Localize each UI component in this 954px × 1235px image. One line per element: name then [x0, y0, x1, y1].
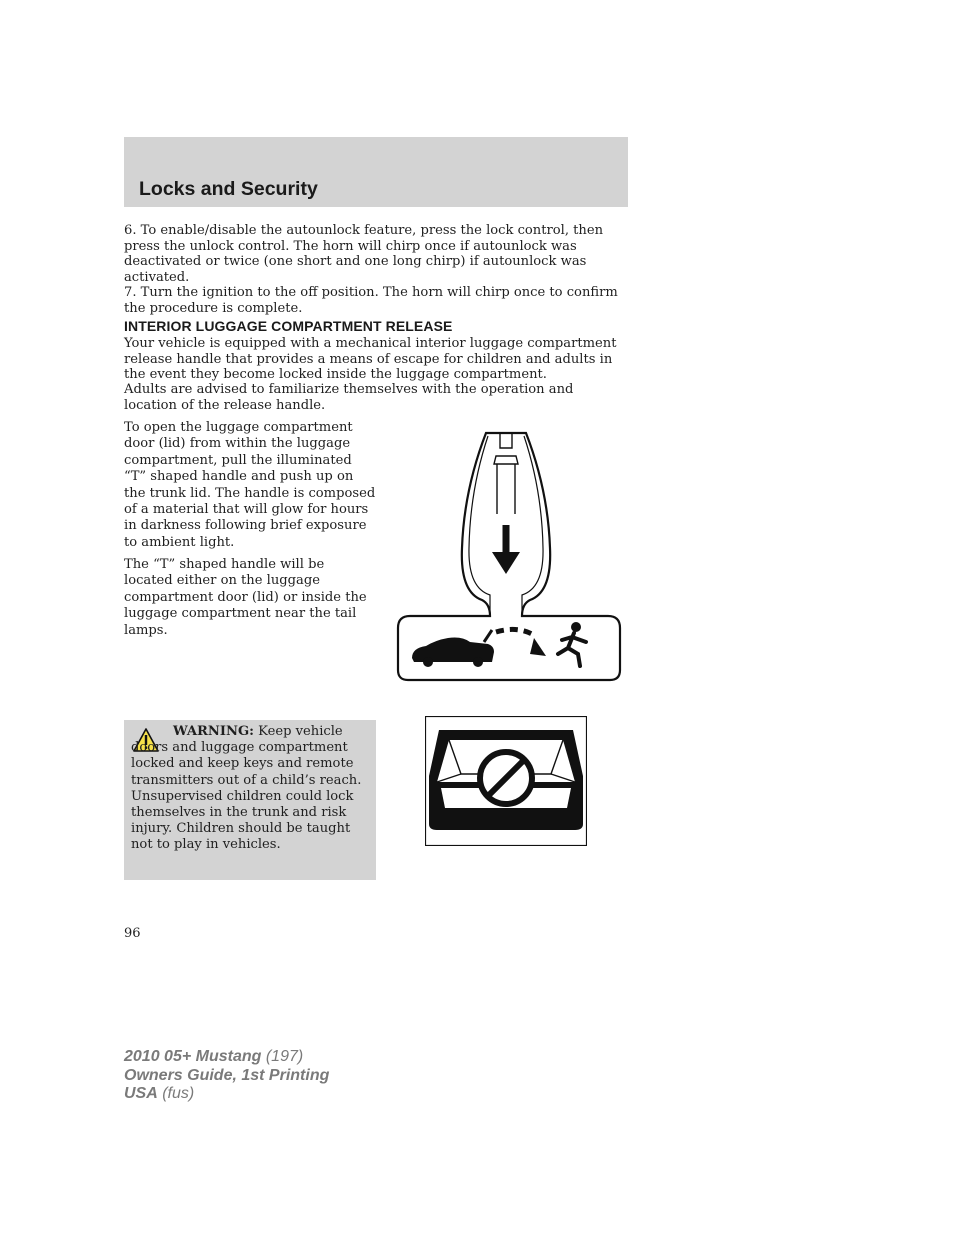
footer-line-3: USA (fus) — [124, 1085, 195, 1102]
intro-paragraph: Your vehicle is equipped with a mechanical interior luggage compartment release handle that provides a means of escape for children and adults in the event they become locked inside the luggage compartment. — [124, 336, 617, 383]
handle-usage-paragraph: To open the luggage compartment door (lid) from within the luggage compartment, pull the illuminated “T” shaped handle and push up on the trunk lid. The handle is composed of a material that will glow for hours in darkness following brief exposure to ambient light. — [124, 420, 376, 550]
step-7-text: 7. Turn the ignition to the off position. The horn will chirp once to confirm the procedure is complete. — [124, 285, 618, 316]
footer-line-2: Owners Guide, 1st Printing — [124, 1066, 330, 1084]
section-heading: INTERIOR LUGGAGE COMPARTMENT RELEASE — [124, 318, 453, 334]
warning-box — [124, 720, 376, 880]
handle-location-paragraph: The “T” shaped handle will be located either on the luggage compartment door (lid) or inside the luggage compartment near the tail lamps. — [124, 557, 367, 638]
page-number: 96 — [124, 926, 141, 941]
warning-label: WARNING: — [173, 724, 254, 739]
release-handle-illustration — [396, 430, 622, 684]
trunk-no-play-illustration — [425, 716, 587, 846]
warning-body: Keep vehicle doors and luggage compartment locked and keep keys and remote transmitters out of a child’s reach. Unsupervised children could lock themselves in the trunk and risk injury. Children should be taught not to play in vehicles. — [131, 724, 362, 853]
section-header-band — [124, 137, 628, 207]
footer-line-1: 2010 05+ Mustang (197) — [124, 1048, 304, 1065]
print-footer — [124, 1048, 329, 1104]
warning-text — [131, 724, 371, 854]
advice-paragraph: Adults are advised to familiarize themselves with the operation and location of the release handle. — [124, 382, 574, 413]
page-title: Locks and Security — [139, 178, 318, 200]
step-6-text: 6. To enable/disable the autounlock feature, press the lock control, then press the unlock control. The horn will chirp once if autounlock was deactivated or twice (one short and one long chirp) if autounlock was activated. — [124, 223, 604, 285]
